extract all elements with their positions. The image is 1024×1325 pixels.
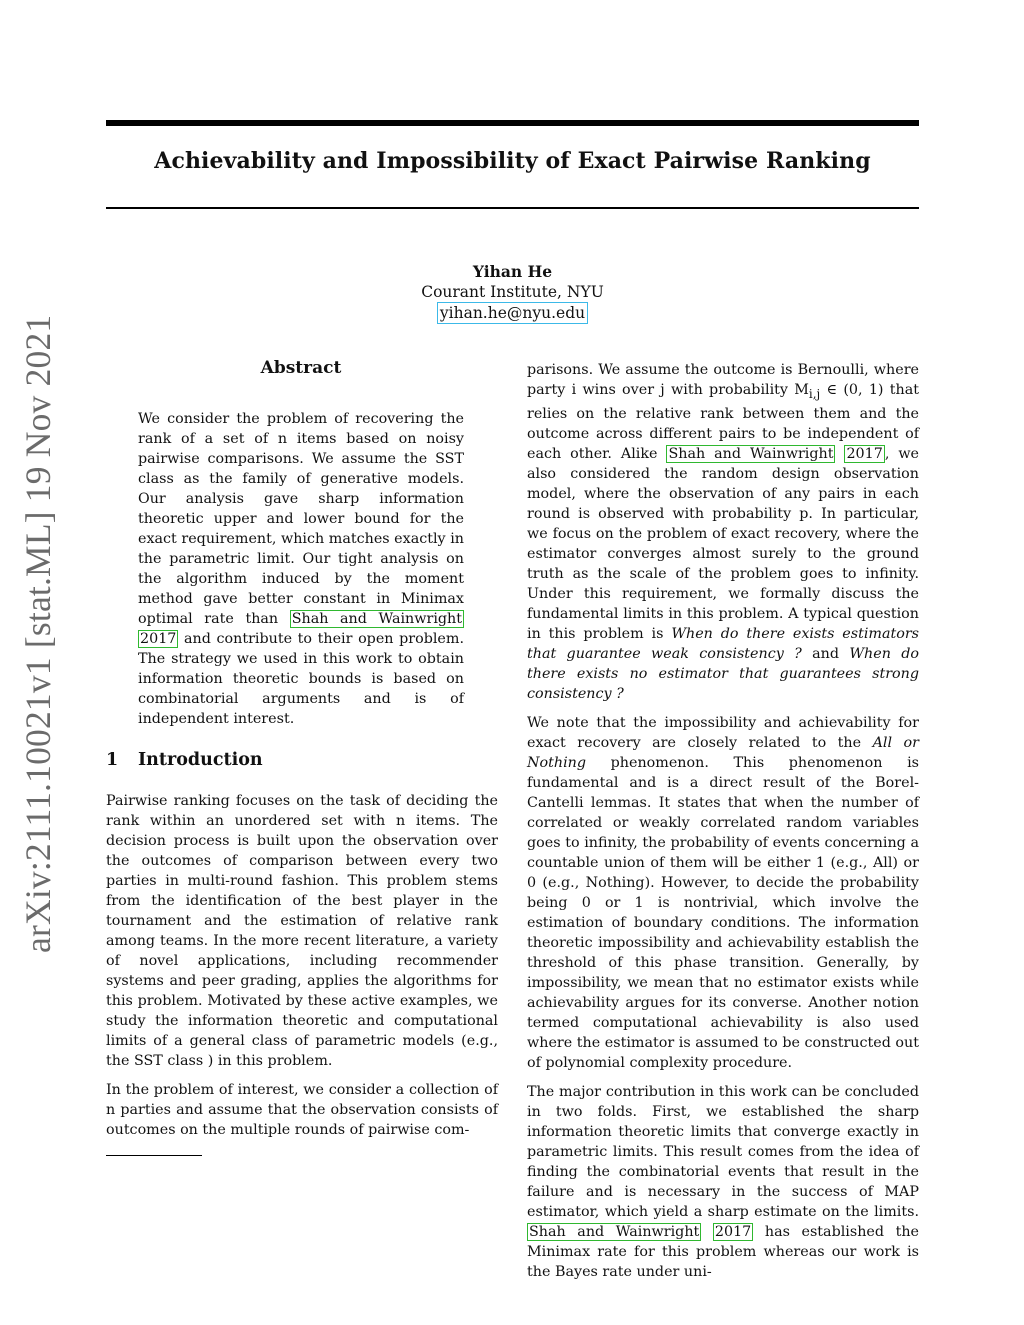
paragraph-text: parisons. We assume the outcome is Bernoulli, where party i wins over j with probability M	[527, 362, 919, 398]
body-paragraph	[527, 360, 919, 704]
subscript: i,j	[808, 386, 821, 401]
citation-link-authors[interactable]: Shah and Wainwright	[291, 611, 462, 627]
citation-link-year[interactable]: 2017	[846, 445, 883, 462]
citation-link-authors[interactable]: Shah and Wainwright	[529, 1223, 700, 1240]
title-rule-top	[106, 120, 919, 126]
question-text: When do there exists no estimator that guarantees strong consistency ?	[527, 645, 919, 702]
section-title: Introduction	[138, 750, 263, 770]
paragraph-text: phenomenon. This phenomenon is fundamental and is a direct result of the Borel-Cantelli lemmas. It states that when the number of correlated or weakly correlated random variables goes to infinity, the probability of events concerning a countable union of them will be either 1 (e.g., All) or 0 (e.g., Nothing). However, to decide the probability being 0 or 1 is nontrivial, which involve the estimation of boundary conditions. The information theoretic impossibility and achievability establish the threshold of this phase transition. Generally, by impossibility, we mean that no estimator exists while achievability argues for its converse. Another notion termed computational achievability is also used where the estimator is assumed to be constructed out of polynomial complexity procedure.	[527, 754, 919, 1071]
intro-paragraph: In the problem of interest, we consider a collection of n parties and assume that the observation consists of outcomes on the multiple rounds of pairwise com-	[106, 1082, 498, 1138]
left-column	[106, 791, 498, 1149]
section-number: 1	[106, 750, 119, 770]
section-heading	[106, 750, 263, 770]
abstract-heading: Abstract	[260, 358, 342, 378]
abstract-text-continued: and contribute to their open problem. The strategy we used in this work to obtain information theoretic bounds is based on combinatorial arguments and is of independent interest.	[138, 631, 464, 727]
paragraph-text: ∈ (0, 1) that relies on the relative rank between them and the outcome across different pairs to be independent of each other. Alike	[527, 382, 919, 462]
paragraph-text: We note that the impossibility and achievability for exact recovery are closely related to the	[527, 714, 919, 751]
footnote-rule	[106, 1155, 202, 1156]
author-email-link[interactable]: yihan.he@nyu.edu	[437, 302, 588, 324]
emphasis-text: All or Nothing	[527, 734, 919, 771]
arxiv-sidebar-stamp: arXiv:2111.10021v1 [stat.ML] 19 Nov 2021	[18, 314, 58, 953]
paragraph-text: , we also considered the random design observation model, where the observation of any pairs in each round is observed with probability p. In particular, we focus on the problem of exact recovery, where the estimator converges almost surely to the ground truth as the scale of the problem goes to infinity. Under this requirement, we formally discuss the fundamental limits in this problem. A typical question in this problem is	[527, 445, 920, 642]
question-text: When do there exists estimators that guarantee weak consistency ?	[527, 625, 919, 662]
author-affiliation: Courant Institute, NYU	[421, 283, 604, 301]
citation-link-year[interactable]: 2017	[140, 631, 177, 647]
abstract-text: We consider the problem of recovering the rank of a set of n items based on noisy pairwise comparisons. We assume the SST class as the family of generative models. Our analysis gave sharp information theoretic upper and lower bound for the exact requirement, which matches exactly in the parametric limit. Our tight analysis on the algorithm induced by the moment method gave better constant in Minimax optimal rate than	[138, 411, 464, 627]
author-name: Yihan He	[472, 262, 553, 281]
abstract-body	[138, 409, 464, 729]
paragraph-text: The major contribution in this work can be concluded in two folds. First, we established the sharp information theoretic limits that converge exactly in parametric limits. This result comes from the idea of finding the combinatorial events that result in the failure and is necessary in the success of MAP estimator, which yield a sharp estimate on the limits.	[527, 1083, 919, 1220]
citation-link-year[interactable]: 2017	[714, 1223, 752, 1240]
paragraph-text: has established the Minimax rate for this problem whereas our work is the Bayes rate under uni-	[527, 1223, 920, 1280]
right-column	[527, 360, 919, 1291]
author-block	[106, 262, 919, 324]
citation-link-authors[interactable]: Shah and Wainwright	[668, 445, 834, 462]
body-paragraph	[527, 1082, 919, 1282]
paragraph-text: and	[812, 645, 839, 662]
title-rule-bottom	[106, 207, 919, 209]
body-paragraph	[527, 713, 919, 1073]
intro-paragraph: Pairwise ranking focuses on the task of deciding the rank within an unordered set with n items. The decision process is built upon the observation over the outcomes of comparison between every two parties in multi-round fashion. This problem stems from the identification of the best player in the tournament and the estimation of relative rank among teams. In the more recent literature, a variety of novel applications, including recommender systems and peer grading, applies the algorithms for this problem. Motivated by these active examples, we study the information theoretic and computational limits of a general class of parametric models (e.g., the SST class ) in this problem.	[106, 793, 498, 1069]
paper-title: Achievability and Impossibility of Exact Pairwise Ranking	[154, 148, 871, 174]
